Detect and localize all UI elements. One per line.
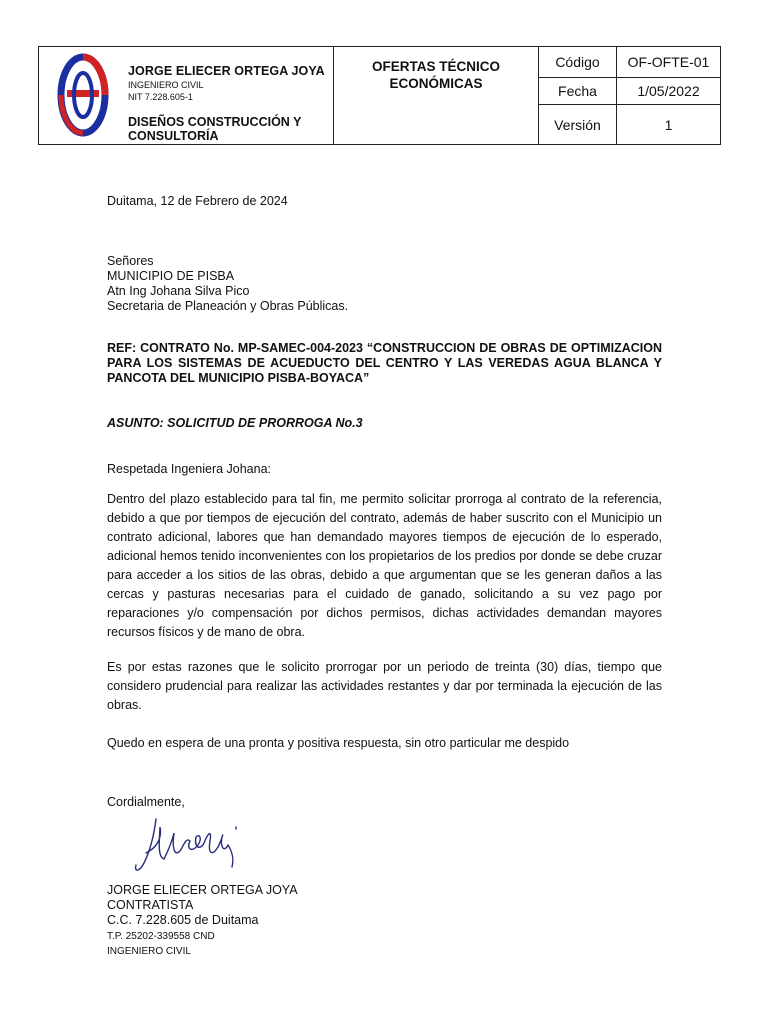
- salutation: Respetada Ingeniera Johana:: [107, 462, 272, 476]
- document-header: [38, 46, 721, 145]
- company-nit: NIT 7.228.605-1: [128, 92, 193, 102]
- place-date: Duitama, 12 de Febrero de 2024: [107, 194, 288, 208]
- meta-value-date: 1/05/2022: [617, 78, 720, 105]
- recipient-line: Atn Ing Johana Silva Pico: [107, 284, 250, 298]
- meta-label-code: Código: [539, 47, 617, 78]
- body-paragraph: Quedo en espera de una pronta y positiva respuesta, sin otro particular me despido: [107, 736, 570, 750]
- recipient-line: Señores: [107, 254, 154, 268]
- company-tagline: DISEÑOS CONSTRUCCIÓN Y CONSULTORÍA: [128, 115, 302, 143]
- recipient-line: Secretaria de Planeación y Obras Públicas.: [107, 299, 349, 313]
- recipient-line: MUNICIPIO DE PISBA: [107, 269, 235, 283]
- signature-image: [128, 807, 243, 879]
- body-paragraph: Es por estas razones que le solicito prorrogar por un periodo de treinta (30) días, tiempo que considero prudencial para realizar las actividades restantes y dar por terminada la ejecución de las obras.: [107, 660, 662, 712]
- signer-profession: INGENIERO CIVIL: [107, 946, 191, 957]
- meta-label-date: Fecha: [539, 78, 617, 105]
- subject: ASUNTO: SOLICITUD DE PRORROGA No.3: [107, 416, 363, 430]
- company-name: JORGE ELIECER ORTEGA JOYA: [128, 64, 325, 78]
- body-paragraph: Dentro del plazo establecido para tal fin, me permito solicitar prorroga al contrato de la referencia, debido a que por tiempos de ejecución del contrato, además de haber suscrito con el Municipio un contrato adicional, labores que han demandado mayores tiempos de ejecución de lo esperado, adicional hemos tenido inconvenientes con los propietarios de los predios por donde se debe cruzar para acceder a los sitios de las obras, debido a que argumentan que se les generan daños a las cercas y pasturas necesarias para el cuidado de ganado, solicitando a su vez pago por reparaciones y/o compensación por dichos permisos, dichas actividades demandan mayores recursos físicos y de mano de obra.: [107, 492, 662, 639]
- meta-value-version: 1: [664, 116, 673, 133]
- company-block: [39, 47, 334, 144]
- company-logo-icon: [57, 53, 109, 137]
- closing: Cordialmente,: [107, 795, 185, 809]
- doc-title-block: [334, 47, 539, 144]
- doc-title: OFERTAS TÉCNICO ECONÓMICAS: [372, 59, 500, 91]
- meta-label-version: Versión: [539, 105, 617, 144]
- company-title: INGENIERO CIVIL: [128, 80, 204, 90]
- signer-tp: T.P. 25202-339558 CND: [107, 931, 215, 942]
- signer-id: C.C. 7.228.605 de Duitama: [107, 913, 259, 927]
- signer-role: CONTRATISTA: [107, 898, 194, 912]
- meta-value-code: OF-OFTE-01: [617, 47, 720, 78]
- signer-name: JORGE ELIECER ORTEGA JOYA: [107, 883, 298, 897]
- reference: REF: CONTRATO No. MP-SAMEC-004-2023 “CONSTRUCCION DE OBRAS DE OPTIMIZACION PARA LOS SISTEMAS DE ACUEDUCTO DEL CENTRO Y LAS VEREDAS AGUA BLANCA Y PANCOTA DEL MUNICIPIO PISBA-BOYACA”: [107, 341, 662, 385]
